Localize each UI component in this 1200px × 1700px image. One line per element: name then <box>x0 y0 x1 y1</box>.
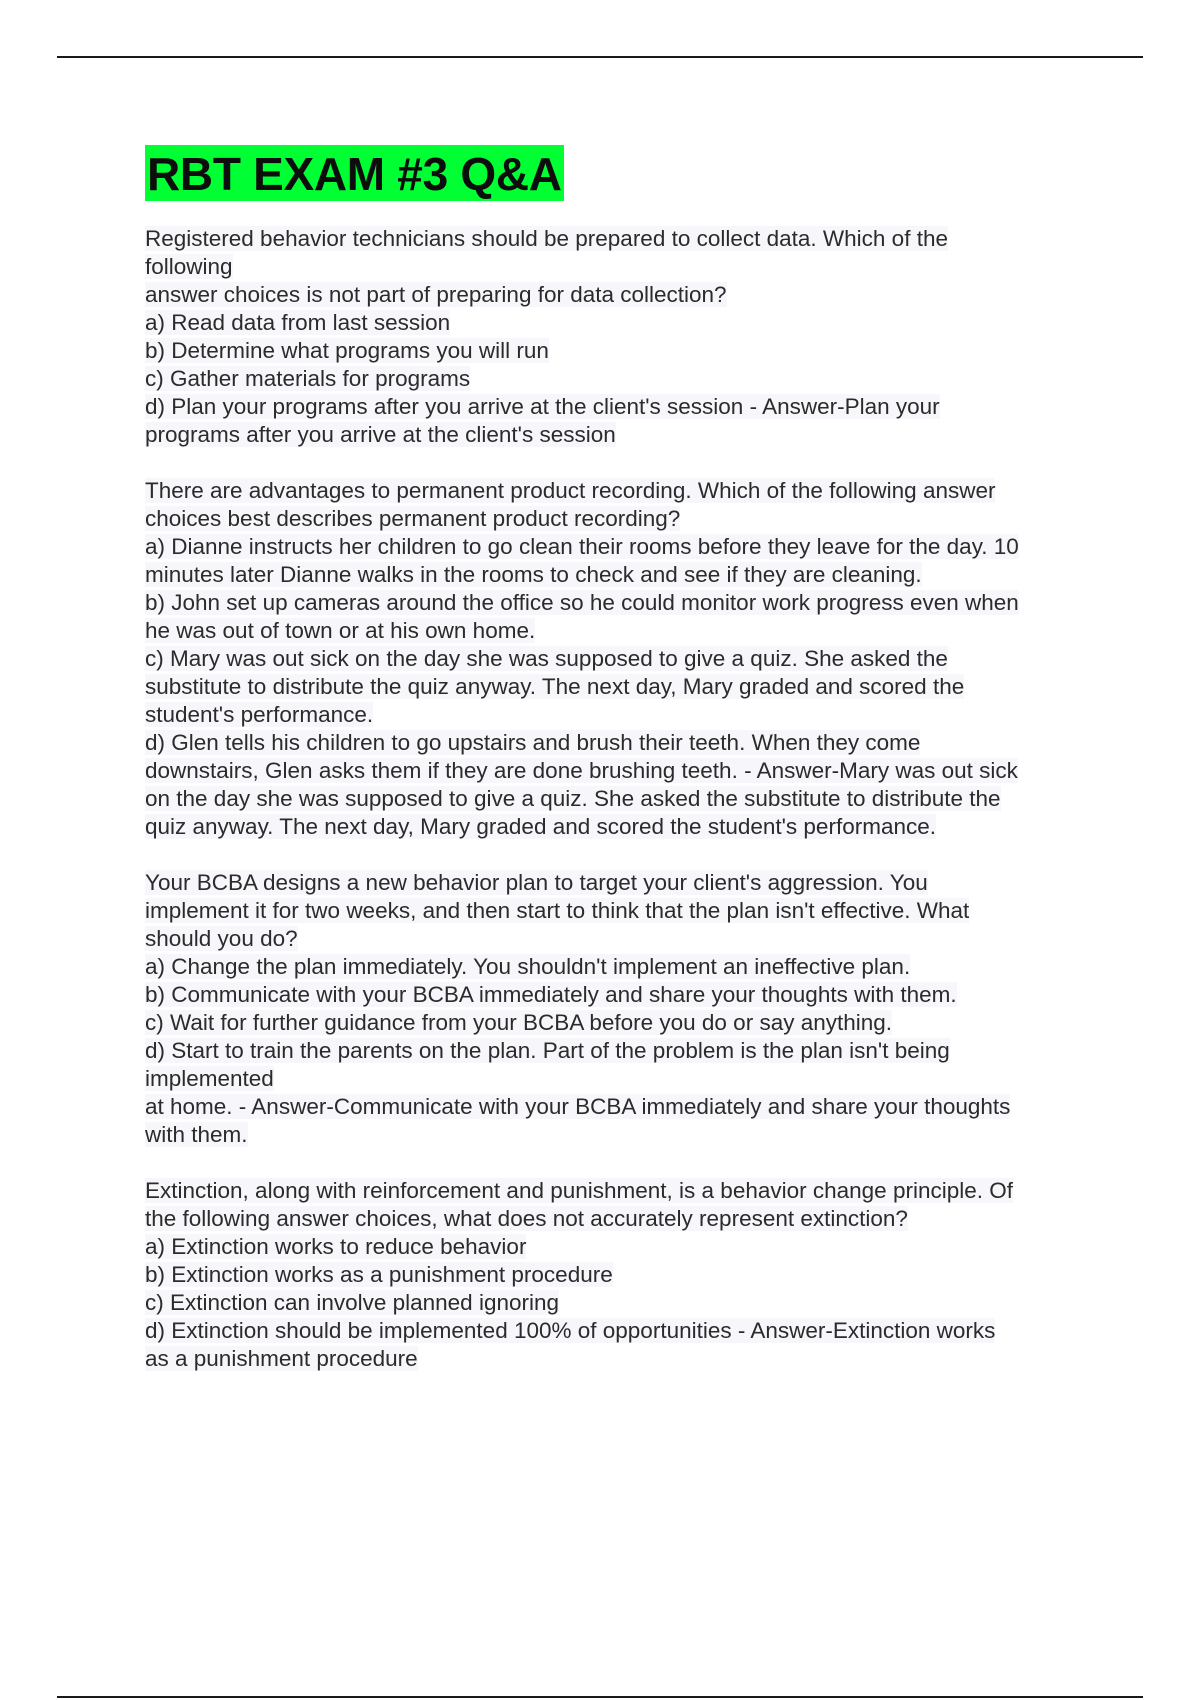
text-line-content: d) Extinction should be implemented 100% of opportunities - Answer-Extinction works <box>145 1318 996 1343</box>
text-line <box>145 869 1095 897</box>
text-line <box>145 1177 1095 1205</box>
top-rule <box>57 56 1143 58</box>
text-line <box>145 1261 1095 1289</box>
text-line-content: answer choices is not part of preparing for data collection? <box>145 282 727 307</box>
text-line <box>145 477 1095 505</box>
question-block <box>145 869 1095 1149</box>
text-line <box>145 813 1095 841</box>
text-line <box>145 561 1095 589</box>
text-line-content: a) Read data from last session <box>145 310 451 335</box>
text-line-content: c) Gather materials for programs <box>145 366 471 391</box>
text-line-content: b) Extinction works as a punishment procedure <box>145 1262 613 1287</box>
text-line-content: implement it for two weeks, and then start to think that the plan isn't effective. What <box>145 898 970 923</box>
text-line <box>145 337 1095 365</box>
text-line-content: d) Glen tells his children to go upstairs and brush their teeth. When they come <box>145 730 921 755</box>
text-line-content: There are advantages to permanent product recording. Which of the following answer <box>145 478 996 503</box>
text-line <box>145 785 1095 813</box>
text-line-content: the following answer choices, what does not accurately represent extinction? <box>145 1206 908 1231</box>
text-line-content: b) Communicate with your BCBA immediately and share your thoughts with them. <box>145 982 957 1007</box>
text-line-content: choices best describes permanent product recording? <box>145 506 681 531</box>
text-line <box>145 981 1095 1009</box>
text-line-content: a) Change the plan immediately. You shouldn't implement an ineffective plan. <box>145 954 911 979</box>
text-line <box>145 365 1095 393</box>
text-line <box>145 729 1095 757</box>
text-line <box>145 281 1095 309</box>
text-line <box>145 1289 1095 1317</box>
text-line <box>145 673 1095 701</box>
text-line <box>145 505 1095 533</box>
text-line-content: Your BCBA designs a new behavior plan to target your client's aggression. You <box>145 870 928 895</box>
text-line <box>145 421 1095 449</box>
text-line <box>145 757 1095 785</box>
page-title: RBT EXAM #3 Q&A <box>145 145 564 201</box>
bottom-rule <box>57 1696 1143 1698</box>
text-line-content: Extinction, along with reinforcement and punishment, is a behavior change principle. Of <box>145 1178 1013 1203</box>
text-line <box>145 589 1095 617</box>
text-line <box>145 1037 1095 1065</box>
question-block <box>145 1177 1095 1373</box>
text-line <box>145 1065 1095 1093</box>
text-line-content: student's performance. <box>145 702 374 727</box>
text-line-content: with them. <box>145 1122 248 1147</box>
text-line-content: on the day she was supposed to give a quiz. She asked the substitute to distribute the <box>145 786 1001 811</box>
text-line <box>145 925 1095 953</box>
text-line-content: implemented <box>145 1066 274 1091</box>
text-line-content: c) Extinction can involve planned ignoring <box>145 1290 559 1315</box>
text-line <box>145 617 1095 645</box>
text-line <box>145 1093 1095 1121</box>
question-block <box>145 225 1095 449</box>
question-block <box>145 477 1095 841</box>
text-line-content: following <box>145 254 233 279</box>
text-line <box>145 645 1095 673</box>
text-line-content: as a punishment procedure <box>145 1346 418 1371</box>
text-line-content: d) Start to train the parents on the plan. Part of the problem is the plan isn't being <box>145 1038 950 1063</box>
text-line <box>145 225 1095 253</box>
text-line <box>145 1121 1095 1149</box>
text-line-content: a) Dianne instructs her children to go clean their rooms before they leave for the day. 10 <box>145 534 1019 559</box>
text-line-content: b) John set up cameras around the office so he could monitor work progress even when <box>145 590 1019 615</box>
text-line <box>145 1205 1095 1233</box>
text-line <box>145 393 1095 421</box>
text-line <box>145 309 1095 337</box>
text-line <box>145 1317 1095 1345</box>
text-line-content: substitute to distribute the quiz anyway. The next day, Mary graded and scored the <box>145 674 965 699</box>
text-line-content: at home. - Answer-Communicate with your BCBA immediately and share your thoughts <box>145 1094 1011 1119</box>
text-line-content: he was out of town or at his own home. <box>145 618 536 643</box>
text-line-content: should you do? <box>145 926 298 951</box>
text-line-content: b) Determine what programs you will run <box>145 338 549 363</box>
text-line-content: quiz anyway. The next day, Mary graded and scored the student's performance. <box>145 814 936 839</box>
text-line-content: c) Wait for further guidance from your BCBA before you do or say anything. <box>145 1010 893 1035</box>
text-line-content: minutes later Dianne walks in the rooms to check and see if they are cleaning. <box>145 562 922 587</box>
text-line <box>145 253 1095 281</box>
text-line <box>145 533 1095 561</box>
document-body <box>145 145 1095 1401</box>
question-list <box>145 225 1095 1373</box>
text-line-content: c) Mary was out sick on the day she was supposed to give a quiz. She asked the <box>145 646 948 671</box>
text-line <box>145 953 1095 981</box>
text-line <box>145 1345 1095 1373</box>
text-line-content: d) Plan your programs after you arrive at the client's session - Answer-Plan your <box>145 394 940 419</box>
text-line-content: Registered behavior technicians should be prepared to collect data. Which of the <box>145 226 948 251</box>
text-line <box>145 701 1095 729</box>
text-line-content: downstairs, Glen asks them if they are done brushing teeth. - Answer-Mary was out sick <box>145 758 1018 783</box>
text-line-content: a) Extinction works to reduce behavior <box>145 1234 527 1259</box>
text-line <box>145 1009 1095 1037</box>
text-line <box>145 897 1095 925</box>
text-line-content: programs after you arrive at the client's session <box>145 422 616 447</box>
text-line <box>145 1233 1095 1261</box>
